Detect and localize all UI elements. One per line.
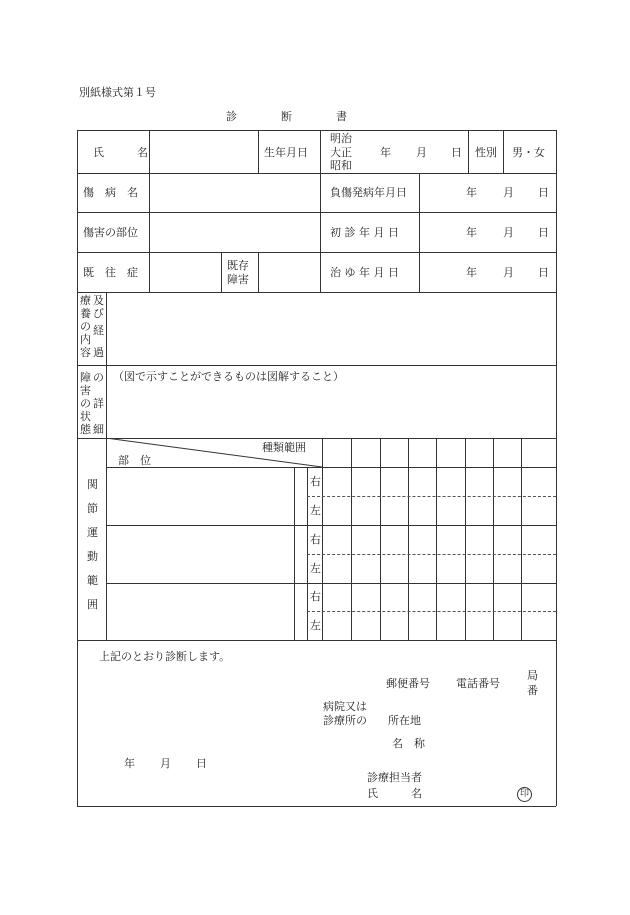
cure-day-label: 日 bbox=[538, 266, 549, 279]
first-visit-day-label: 日 bbox=[538, 226, 549, 239]
rom-left-label-1: 左 bbox=[310, 504, 321, 517]
footer-day-label: 日 bbox=[196, 757, 207, 770]
birthdate-label: 生年月日 bbox=[264, 146, 308, 159]
bureau-label-1: 局 bbox=[527, 669, 538, 682]
first-visit-year-label: 年 bbox=[466, 226, 477, 239]
disease-name-label: 傷 病 名 bbox=[83, 186, 138, 199]
medical-history-field[interactable] bbox=[150, 253, 220, 291]
sex-value[interactable]: 男・女 bbox=[512, 146, 545, 159]
rom-header-part: 部 位 bbox=[118, 454, 151, 467]
seal-icon: 印 bbox=[517, 787, 532, 802]
rom-right-label-2: 右 bbox=[310, 533, 321, 546]
era-showa: 昭和 bbox=[330, 159, 352, 172]
cure-year-label: 年 bbox=[466, 266, 477, 279]
onset-day-label: 日 bbox=[538, 186, 549, 199]
rom-part-field-3[interactable] bbox=[108, 584, 293, 639]
birth-day-label: 日 bbox=[451, 146, 462, 159]
treatment-field[interactable] bbox=[108, 293, 555, 364]
prior-disability-label-2: 障害 bbox=[227, 273, 249, 286]
disability-note: （図で示すことができるものは図解すること） bbox=[113, 370, 344, 383]
cure-month-label: 月 bbox=[503, 266, 514, 279]
name-field[interactable] bbox=[150, 131, 257, 172]
doctor-name-label: 氏 名 bbox=[367, 787, 422, 800]
document-title: 診 断 書 bbox=[226, 110, 347, 123]
footer-month-label: 月 bbox=[160, 757, 171, 770]
rom-header-type-range: 種類範囲 bbox=[262, 441, 306, 454]
rom-right-label-3: 右 bbox=[310, 590, 321, 603]
address-label: 所在地 bbox=[388, 714, 421, 727]
sex-label: 性別 bbox=[475, 146, 497, 159]
postal-code-label: 郵便番号 bbox=[386, 677, 430, 690]
prior-disability-label-1: 既存 bbox=[227, 259, 249, 272]
injury-site-field[interactable] bbox=[150, 213, 319, 251]
disease-name-field[interactable] bbox=[150, 174, 319, 211]
birth-month-label: 月 bbox=[416, 146, 427, 159]
rom-right-label-1: 右 bbox=[310, 475, 321, 488]
cure-date-label: 治 ゆ 年 月 日 bbox=[330, 266, 399, 279]
first-visit-date-label: 初 診 年 月 日 bbox=[330, 226, 399, 239]
disability-field[interactable] bbox=[108, 386, 555, 437]
rom-left-label-2: 左 bbox=[310, 562, 321, 575]
phone-number-label: 電話番号 bbox=[456, 677, 500, 690]
hospital-label-1: 病院又は bbox=[323, 700, 367, 713]
bureau-label-2: 番 bbox=[527, 684, 538, 697]
medical-history-label: 既 往 症 bbox=[83, 266, 138, 279]
era-taisho: 大正 bbox=[330, 146, 352, 159]
hospital-label-2: 診療所の bbox=[323, 714, 367, 727]
diagnosis-statement: 上記のとおり診断します。 bbox=[99, 650, 231, 663]
injury-site-label: 傷害の部位 bbox=[83, 226, 138, 239]
rom-left-label-3: 左 bbox=[310, 619, 321, 632]
form-number: 別紙様式第１号 bbox=[79, 86, 156, 99]
onset-year-label: 年 bbox=[466, 186, 477, 199]
injury-onset-date-label: 負傷発病年月日 bbox=[330, 186, 407, 199]
rom-part-field-2[interactable] bbox=[108, 526, 293, 582]
footer-year-label: 年 bbox=[124, 757, 135, 770]
doctor-label: 診療担当者 bbox=[367, 771, 422, 784]
first-visit-month-label: 月 bbox=[503, 226, 514, 239]
rom-part-field-1[interactable] bbox=[108, 468, 293, 524]
onset-month-label: 月 bbox=[503, 186, 514, 199]
era-meiji: 明治 bbox=[330, 132, 352, 145]
birth-year-label: 年 bbox=[380, 146, 391, 159]
institution-name-label: 名 称 bbox=[392, 737, 425, 750]
name-label: 氏 名 bbox=[93, 146, 148, 159]
